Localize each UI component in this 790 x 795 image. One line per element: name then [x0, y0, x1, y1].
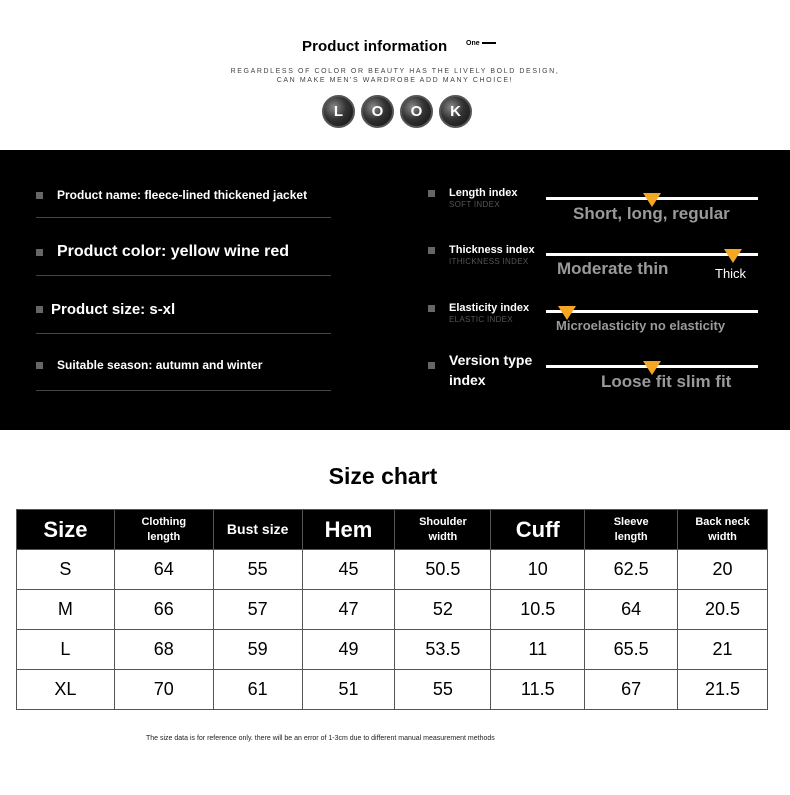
size-chart-header-cell: [17, 510, 115, 550]
table-cell: M: [17, 590, 115, 630]
size-chart-header-text: Hem: [324, 517, 373, 542]
look-letter: O: [400, 95, 433, 128]
length-index-label: Length index: [449, 187, 518, 199]
product-name-item: [36, 188, 307, 202]
bullet-icon: [36, 249, 43, 256]
version-index-scale: Loose fit slim fit: [601, 372, 732, 391]
size-chart-title: Size chart: [328, 463, 438, 489]
look-letter: O: [361, 95, 394, 128]
table-cell: 51: [302, 670, 395, 710]
table-cell: 57: [213, 590, 302, 630]
table-cell: 52: [395, 590, 491, 630]
divider: [36, 390, 331, 391]
elasticity-index-ghost: ELASTIC INDEX: [449, 315, 513, 324]
product-size: Product size: s-xl: [51, 301, 176, 318]
product-details-panel: [0, 150, 790, 430]
table-cell: XL: [17, 670, 115, 710]
size-chart-header-text: length: [614, 530, 648, 543]
look-letter: L: [322, 95, 355, 128]
size-chart-table: [16, 509, 768, 710]
size-chart-header-cell: [678, 510, 768, 550]
elasticity-index-label: Elasticity index: [449, 302, 530, 314]
size-footnote: The size data is for reference only. there will be an error of 1-3cm due to different manual measurement methods: [146, 735, 495, 742]
table-cell: 45: [302, 550, 395, 590]
divider: [36, 275, 331, 276]
bullet-icon: [36, 192, 43, 199]
length-index-ghost: SOFT INDEX: [449, 200, 500, 209]
table-cell: 11.5: [491, 670, 585, 710]
size-chart-header-cell: [491, 510, 585, 550]
table-cell: 20: [678, 550, 768, 590]
thickness-index-track: [546, 253, 758, 256]
suitable-season: Suitable season: autumn and winter: [57, 358, 263, 372]
bullet-icon: [36, 362, 43, 369]
table-cell: 66: [114, 590, 213, 630]
bullet-icon: [428, 190, 435, 197]
bullet-icon: [428, 305, 435, 312]
size-chart-header-text: Size: [43, 517, 88, 542]
size-chart-header-text: width: [708, 530, 737, 543]
version-index-label-1: Version type: [449, 352, 533, 368]
table-cell: 10: [491, 550, 585, 590]
table-cell: 64: [114, 550, 213, 590]
size-chart-header-cell: [395, 510, 491, 550]
elasticity-index-track: [546, 310, 758, 313]
table-cell: 21.5: [678, 670, 768, 710]
thickness-selected: Thick: [715, 266, 747, 281]
thickness-index-scale: Moderate thin: [557, 259, 669, 278]
elasticity-index-item: [428, 301, 529, 324]
size-chart-header-text: Back neck: [695, 515, 750, 528]
bullet-icon: [428, 247, 435, 254]
thickness-index-ghost: ITHICKNESS INDEX: [449, 257, 529, 266]
table-cell: 61: [213, 670, 302, 710]
table-cell: 68: [114, 630, 213, 670]
version-index-item: [428, 350, 532, 390]
product-name: Product name: fleece-lined thickened jacket: [57, 188, 308, 202]
table-cell: 64: [585, 590, 678, 630]
bullet-icon: [36, 306, 43, 313]
tagline-line-2: CAN MAKE MEN'S WARDROBE ADD MANY CHOICE!: [276, 77, 514, 84]
thickness-index-marker: [724, 249, 742, 263]
product-size-item: [36, 301, 175, 318]
table-row: [17, 550, 768, 590]
size-chart-header-text: Cuff: [515, 517, 560, 542]
size-chart-header-text: Clothing: [141, 515, 187, 528]
size-chart-header-text: length: [147, 530, 181, 543]
table-cell: 55: [395, 670, 491, 710]
look-letter: K: [439, 95, 472, 128]
length-index-scale: Short, long, regular: [573, 204, 730, 223]
thickness-index-item: [428, 243, 535, 266]
product-color-item: [36, 243, 289, 261]
elasticity-index-scale: Microelasticity no elasticity: [556, 318, 726, 333]
length-index-item: [428, 186, 517, 209]
version-index-label-2: index: [449, 372, 486, 388]
product-color: Product color: yellow wine red: [57, 243, 290, 260]
thickness-index-label: Thickness index: [449, 244, 535, 256]
table-cell: 11: [491, 630, 585, 670]
table-cell: 70: [114, 670, 213, 710]
table-cell: 62.5: [585, 550, 678, 590]
product-info-header: [0, 0, 790, 150]
divider: [36, 217, 331, 218]
version-index-track: [546, 365, 758, 368]
table-cell: 50.5: [395, 550, 491, 590]
table-row: [17, 590, 768, 630]
bullet-icon: [428, 362, 435, 369]
size-chart-header-row: [17, 510, 768, 550]
length-index-track: [546, 197, 758, 200]
table-cell: 53.5: [395, 630, 491, 670]
table-cell: 55: [213, 550, 302, 590]
look-badge-row: [322, 95, 472, 128]
size-chart-body: [17, 550, 768, 710]
size-chart-header-cell: [114, 510, 213, 550]
size-chart-header-text: width: [428, 530, 458, 543]
size-chart-header-cell: [585, 510, 678, 550]
suitable-season-item: [36, 358, 262, 372]
tagline-line-1: REGARDLESS OF COLOR OR BEAUTY HAS THE LIVELY BOLD DESIGN,: [230, 68, 560, 75]
table-cell: 59: [213, 630, 302, 670]
table-cell: 65.5: [585, 630, 678, 670]
divider: [36, 333, 331, 334]
table-cell: 10.5: [491, 590, 585, 630]
table-cell: 21: [678, 630, 768, 670]
table-cell: 49: [302, 630, 395, 670]
size-chart-header-text: Sleeve: [613, 515, 649, 528]
size-chart-header-text: Bust size: [226, 521, 289, 537]
size-chart-header-text: Shoulder: [419, 515, 467, 528]
one-label: One: [466, 40, 496, 47]
size-chart-header-cell: [213, 510, 302, 550]
table-cell: 20.5: [678, 590, 768, 630]
table-cell: L: [17, 630, 115, 670]
table-cell: 67: [585, 670, 678, 710]
size-chart-header-cell: [302, 510, 395, 550]
table-cell: 47: [302, 590, 395, 630]
table-row: [17, 630, 768, 670]
table-row: [17, 670, 768, 710]
product-info-title: Product information: [302, 38, 448, 55]
table-cell: S: [17, 550, 115, 590]
